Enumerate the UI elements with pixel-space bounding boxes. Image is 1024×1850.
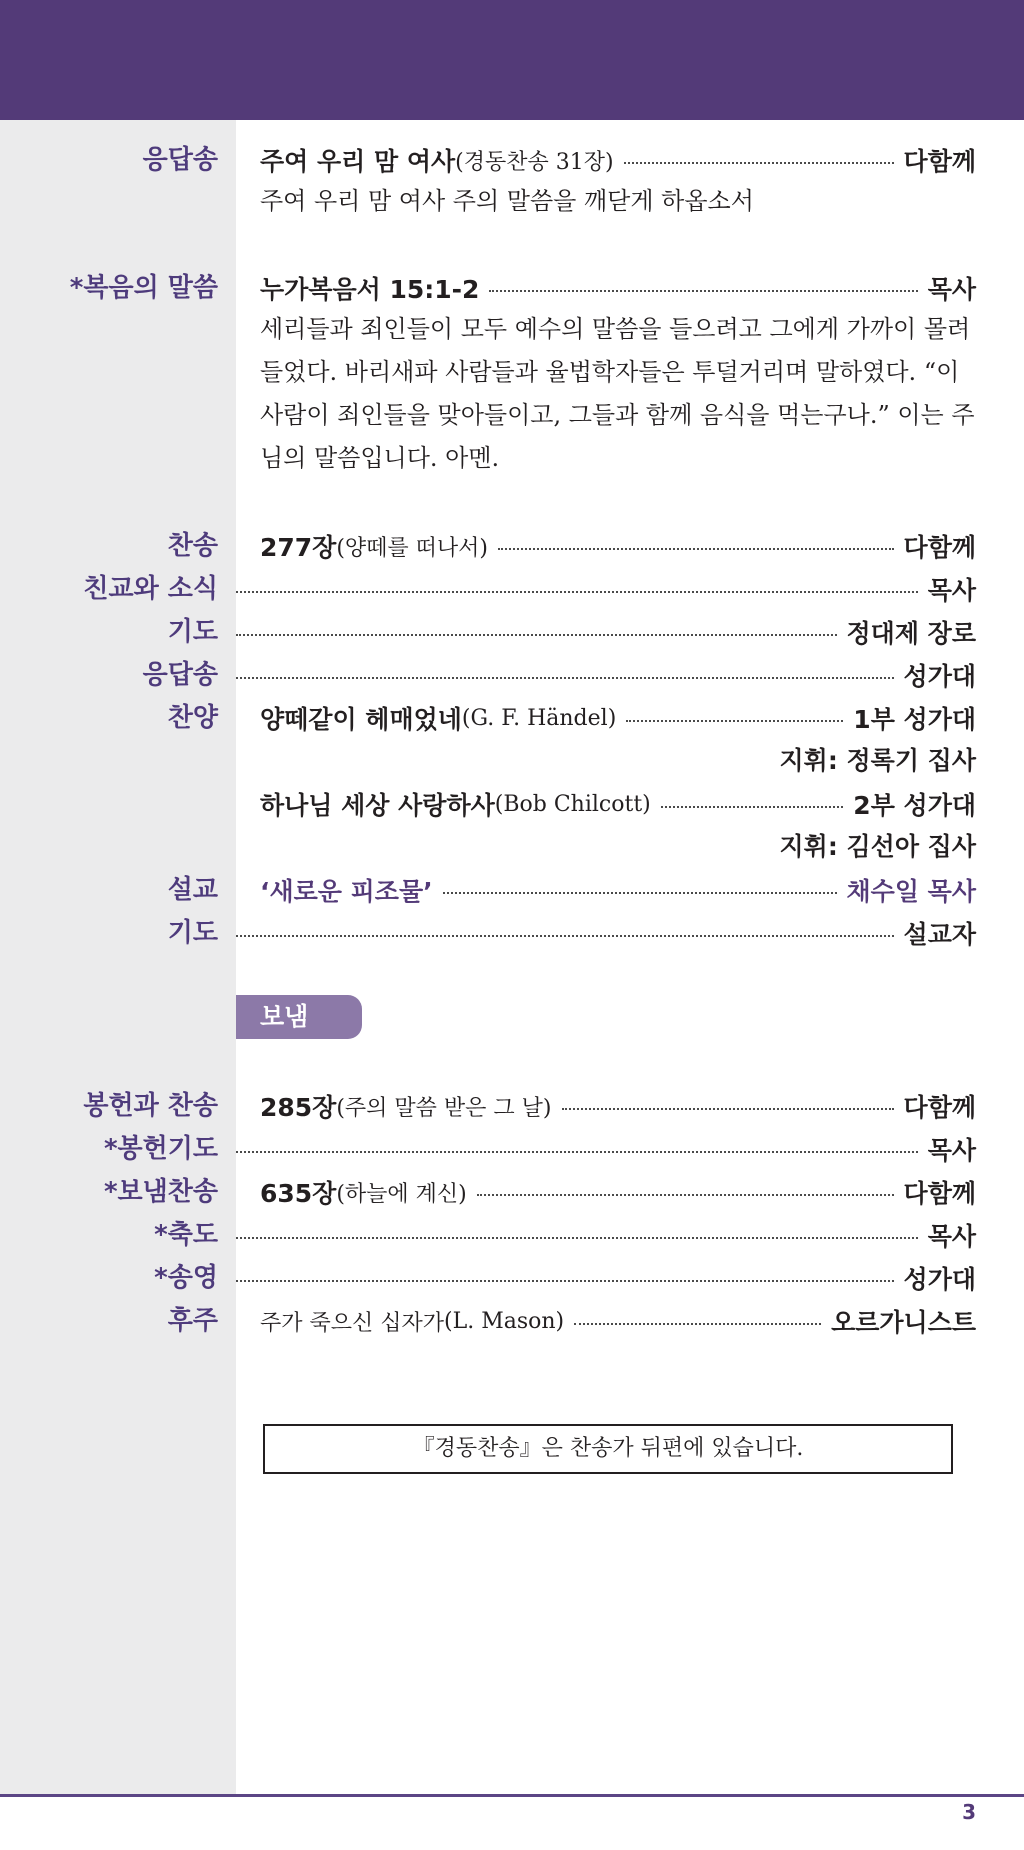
section-label: 응답송 [142, 660, 218, 690]
leader-dots [236, 634, 837, 636]
leader-dots [562, 1108, 894, 1110]
item-performer: 목사 [927, 576, 976, 605]
gospel-text: 세리들과 죄인들이 모두 예수의 말씀을 들으려고 그에게 가까이 몰려들었다. 바리새파 사람들과 율법학자들은 투덜거리며 말하였다. “이 사람이 죄인들을 맞아들이고, 그들과 함께 음식을 먹는구나.” 이는 주님의 말씀입니다. 아멘. [260, 315, 975, 472]
item-source: (경동찬송 31장) [455, 149, 614, 175]
postlude-composer: (L. Mason) [444, 1308, 565, 1334]
section-label: 찬송 [167, 531, 218, 561]
item-title: 누가복음서 15:1-2 [260, 275, 480, 304]
leader-dots [236, 1237, 918, 1239]
item-performer: 채수일 목사 [846, 877, 976, 906]
conductor-row [0, 827, 1024, 867]
leader-dots [443, 892, 837, 894]
label-sidebar [0, 120, 236, 1794]
item-performer: 목사 [927, 1136, 976, 1165]
fellowship-row [0, 569, 1024, 609]
item-performer: 목사 [927, 275, 976, 304]
page-number: 3 [962, 1800, 976, 1824]
conductor-name: 지휘: 김선아 집사 [779, 832, 976, 861]
item-performer: 다함께 [903, 533, 976, 562]
section-label: 봉헌과 찬송 [83, 1091, 218, 1121]
section-label: 기도 [167, 617, 218, 647]
item-title: 주여 우리 맘 여사 [260, 147, 456, 176]
item-performer: 다함께 [903, 147, 976, 176]
benediction-row [0, 1215, 1024, 1255]
sending-section-tab: 보냄 [236, 995, 362, 1039]
response-song-lyric: 주여 우리 맘 여사 주의 말씀을 깨닫게 하옵소서 [260, 187, 754, 215]
item-performer: 오르가니스트 [831, 1308, 976, 1337]
doxology-row [0, 1258, 1024, 1298]
offering-prayer-row [0, 1129, 1024, 1169]
conductor-row [0, 741, 1024, 781]
leader-dots [236, 591, 918, 593]
section-label: 기도 [167, 918, 218, 948]
hymn-title: (주의 말씀 받은 그 날) [336, 1095, 552, 1121]
section-label: *축도 [154, 1220, 218, 1250]
section-label: *봉헌기도 [103, 1134, 218, 1164]
anthem-title: 하나님 세상 사랑하사 [260, 791, 495, 820]
section-label: 후주 [167, 1306, 218, 1336]
hymn-number: 635장 [260, 1179, 337, 1208]
anthem-row [0, 698, 1024, 738]
leader-dots [477, 1194, 894, 1196]
hymn-number: 285장 [260, 1093, 337, 1122]
anthem-row [0, 784, 1024, 824]
item-performer: 정대제 장로 [846, 619, 976, 648]
anthem-composer: (G. F. Händel) [461, 705, 617, 731]
hymn-title: (하늘에 계신) [336, 1181, 467, 1207]
sermon-title: ‘새로운 피조물’ [260, 877, 433, 906]
hymn-title: (양떼를 떠나서) [336, 535, 489, 561]
leader-dots [236, 1280, 894, 1282]
prayer-row [0, 913, 1024, 953]
hymn-row [0, 526, 1024, 566]
footer-rule [0, 1794, 1024, 1797]
section-label: *송영 [154, 1263, 218, 1293]
section-label: *복음의 말씀 [69, 273, 218, 303]
sending-hymn-row [0, 1172, 1024, 1212]
item-performer: 목사 [927, 1222, 976, 1251]
leader-dots [626, 720, 843, 722]
prayer-row [0, 612, 1024, 652]
item-performer: 성가대 [903, 1265, 976, 1294]
hymnal-notice: 『경동찬송』은 찬송가 뒤편에 있습니다. [263, 1424, 953, 1474]
item-performer: 2부 성가대 [853, 791, 976, 820]
offering-row [0, 1086, 1024, 1126]
response-song-row [0, 655, 1024, 695]
item-performer: 성가대 [903, 662, 976, 691]
anthem-title: 양떼같이 헤매었네 [260, 705, 462, 734]
leader-dots [624, 162, 894, 164]
conductor-name: 지휘: 정록기 집사 [779, 746, 976, 775]
leader-dots [489, 290, 917, 292]
item-performer: 다함께 [903, 1179, 976, 1208]
header-bar [0, 0, 1024, 120]
hymn-number: 277장 [260, 533, 337, 562]
postlude-row [0, 1301, 1024, 1341]
leader-dots [498, 548, 894, 550]
anthem-composer: (Bob Chilcott) [494, 791, 651, 817]
section-label: 설교 [167, 875, 218, 905]
item-performer: 1부 성가대 [853, 705, 976, 734]
sermon-row [0, 870, 1024, 910]
section-label: 찬양 [167, 703, 218, 733]
item-performer: 설교자 [903, 920, 976, 949]
response-song-row [0, 140, 1024, 180]
gospel-row [0, 268, 1024, 308]
section-label: *보냄찬송 [103, 1177, 218, 1207]
section-label: 친교와 소식 [83, 574, 218, 604]
postlude-title: 주가 죽으신 십자가 [260, 1310, 445, 1336]
leader-dots [574, 1323, 821, 1325]
section-label: 응답송 [142, 145, 218, 175]
item-performer: 다함께 [903, 1093, 976, 1122]
leader-dots [661, 806, 844, 808]
leader-dots [236, 1151, 918, 1153]
leader-dots [236, 677, 894, 679]
leader-dots [236, 935, 894, 937]
